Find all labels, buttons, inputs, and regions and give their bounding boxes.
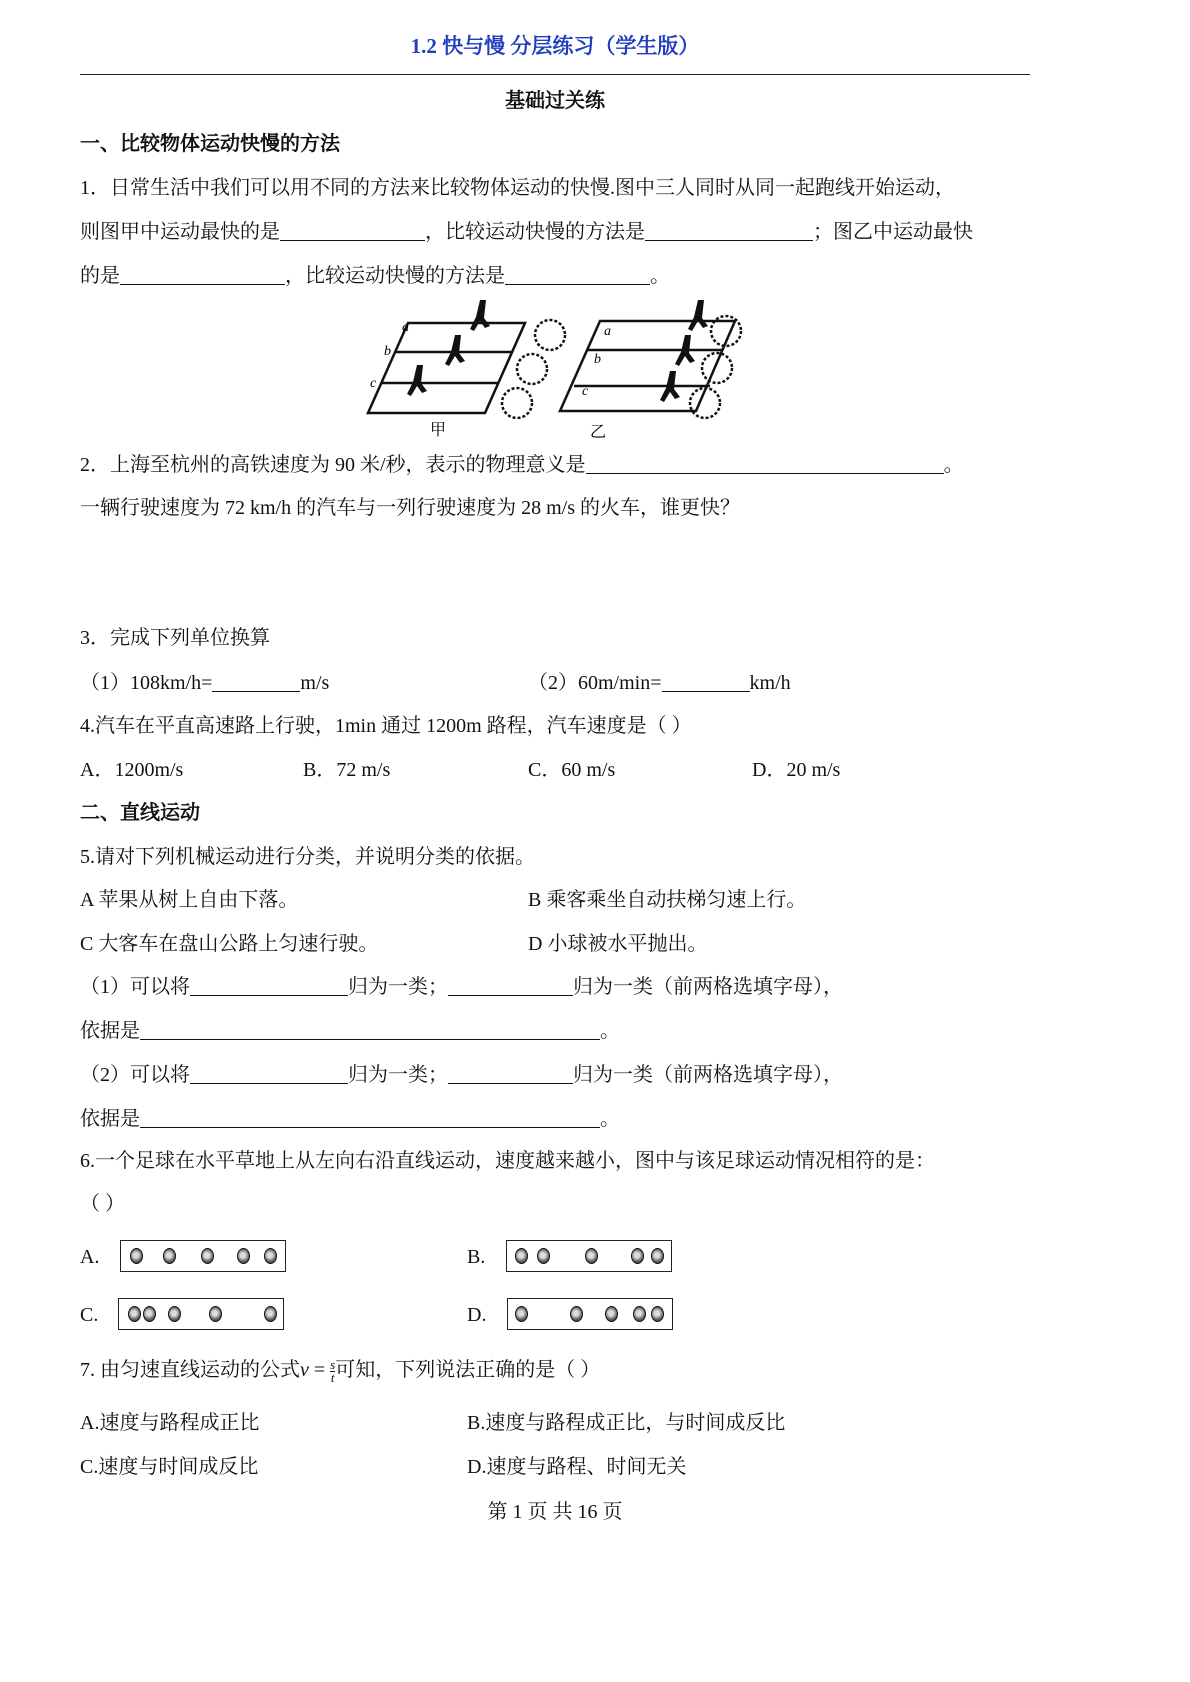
q1-line1: 1．日常生活中我们可以用不同的方法来比较物体运动的快慢.图中三人同时从同一起跑线开始运动，: [80, 177, 955, 199]
q4-option-c[interactable]: C．60 m/s: [528, 759, 616, 781]
q4-option-d[interactable]: D．20 m/s: [752, 759, 841, 781]
q5-text: （2）可以将: [80, 1064, 190, 1086]
q1-line2: [80, 219, 973, 245]
ball-icon: [585, 1248, 598, 1264]
runner-icon: [407, 365, 427, 396]
q6-option-a-strip[interactable]: [120, 1240, 286, 1272]
q5-text: 归为一类；: [348, 976, 448, 998]
runner-icon: [688, 300, 708, 331]
lane-label: b: [384, 344, 391, 359]
page-title: 1.2 快与慢 分层练习（学生版）: [410, 34, 700, 58]
figure-caption-yi: 乙: [590, 424, 607, 441]
q5-item-c: C 大客车在盘山公路上匀速行驶。: [80, 933, 379, 955]
ball-icon: [651, 1248, 664, 1264]
q5-item-d: D 小球被水平抛出。: [528, 933, 708, 955]
ball-icon: [128, 1306, 141, 1322]
ball-icon: [537, 1248, 550, 1264]
header-rule: [80, 74, 1030, 75]
q4-option-a[interactable]: A．1200m/s: [80, 759, 184, 781]
ball-icon: [515, 1248, 528, 1264]
q7-option-d[interactable]: D.速度与路程、时间无关: [467, 1456, 687, 1478]
formula-eq: =: [308, 1359, 331, 1381]
q5-text: 依据是: [80, 1020, 140, 1042]
q3-stem: 3．完成下列单位换算: [80, 627, 270, 649]
ball-icon: [264, 1306, 277, 1322]
part2-heading: 二、直线运动: [80, 802, 200, 824]
q6-option-c-strip[interactable]: [118, 1298, 284, 1330]
fraction-denominator: t: [330, 1369, 335, 1385]
q7-option-b[interactable]: B.速度与路程成正比，与时间成反比: [467, 1412, 786, 1434]
part1-heading: 一、比较物体运动快慢的方法: [80, 133, 340, 155]
answer-blank[interactable]: [662, 671, 750, 692]
q5-basis2: [80, 1106, 620, 1132]
q5-text: 。: [600, 1020, 620, 1042]
ball-icon: [143, 1306, 156, 1322]
q5-part2: [80, 1062, 843, 1088]
q6-option-b-strip[interactable]: [506, 1240, 672, 1272]
q5-text: 。: [600, 1108, 620, 1130]
ball-icon: [130, 1248, 143, 1264]
ball-icon: [163, 1248, 176, 1264]
q5-text: 归为一类（前两格选填字母），: [573, 1064, 843, 1086]
q5-part1: [80, 974, 843, 1000]
runner-icon: [445, 335, 465, 366]
q1-text: 则图甲中运动最快的是: [80, 221, 280, 243]
q7-option-c[interactable]: C.速度与时间成反比: [80, 1456, 259, 1478]
q6-label-b[interactable]: B.: [467, 1246, 486, 1268]
answer-blank[interactable]: [190, 1063, 348, 1084]
ball-icon: [570, 1306, 583, 1322]
q2-text: 2．上海至杭州的高铁速度为 90 米/秒，表示的物理意义是: [80, 454, 586, 476]
lane-label: a: [402, 320, 409, 335]
answer-blank[interactable]: [448, 975, 573, 996]
q3-part2: [528, 670, 791, 696]
q5-text: 归为一类；: [348, 1064, 448, 1086]
section-title: 基础过关练: [505, 90, 605, 112]
q2-text: 。: [943, 454, 964, 476]
ball-icon: [201, 1248, 214, 1264]
ball-icon: [168, 1306, 181, 1322]
lane-label: c: [582, 384, 589, 399]
fraction-numerator: s: [330, 1356, 336, 1372]
q7-option-a[interactable]: A.速度与路程成正比: [80, 1412, 260, 1434]
running-race-figure: [360, 295, 760, 445]
q6-label-c[interactable]: C.: [80, 1304, 99, 1326]
q6-stem: 6.一个足球在水平草地上从左向右沿直线运动，速度越来越小，图中与该足球运动情况相符的是：: [80, 1150, 935, 1172]
q5-basis1: [80, 1018, 620, 1044]
answer-blank[interactable]: [586, 453, 944, 474]
q3-text: m/s: [300, 672, 330, 694]
q3-text: （1）108km/h=: [80, 672, 213, 694]
answer-blank[interactable]: [190, 975, 348, 996]
q1-text: 的是: [80, 265, 120, 287]
answer-blank[interactable]: [140, 1107, 600, 1128]
ball-icon: [605, 1306, 618, 1322]
answer-blank[interactable]: [120, 264, 285, 285]
q5-text: （1）可以将: [80, 976, 190, 998]
q1-text: ，比较运动快慢的方法是: [285, 265, 505, 287]
q3-part1: [80, 670, 329, 696]
formula-v: v: [300, 1359, 309, 1381]
runner-icon: [470, 300, 490, 331]
answer-blank[interactable]: [280, 220, 425, 241]
q5-item-b: B 乘客乘坐自动扶梯匀速上行。: [528, 889, 807, 911]
q1-text: 。: [650, 265, 670, 287]
q1-text: ；图乙中运动最快: [813, 221, 973, 243]
q5-text: 依据是: [80, 1108, 140, 1130]
q2-line2: 一辆行驶速度为 72 km/h 的汽车与一列行驶速度为 28 m/s 的火车，谁更快？: [80, 497, 741, 519]
ball-icon: [631, 1248, 644, 1264]
lane-label: a: [604, 324, 611, 339]
answer-blank[interactable]: [140, 1019, 600, 1040]
ball-icon: [633, 1306, 646, 1322]
q4-option-b[interactable]: B．72 m/s: [303, 759, 391, 781]
q5-text: 归为一类（前两格选填字母），: [573, 976, 843, 998]
lane-label: c: [370, 376, 377, 391]
answer-blank[interactable]: [645, 220, 813, 241]
q1-text: ，比较运动快慢的方法是: [425, 221, 645, 243]
q3-text: （2）60m/min=: [528, 672, 662, 694]
answer-blank[interactable]: [505, 264, 650, 285]
q4-stem: 4.汽车在平直高速路上行驶，1min 通过 1200m 路程，汽车速度是（ ）: [80, 715, 692, 737]
q5-stem: 5.请对下列机械运动进行分类，并说明分类的依据。: [80, 846, 535, 868]
figure-caption-jia: 甲: [430, 422, 447, 439]
answer-blank[interactable]: [448, 1063, 573, 1084]
q6-label-d[interactable]: D.: [467, 1304, 487, 1326]
q7-stem: [80, 1357, 600, 1384]
q6-label-a[interactable]: A.: [80, 1246, 100, 1268]
ball-icon: [651, 1306, 664, 1322]
q6-option-d-strip[interactable]: [507, 1298, 673, 1330]
page-footer: 第 1 页 共 16 页: [487, 1501, 623, 1523]
answer-blank[interactable]: [212, 671, 300, 692]
ball-icon: [237, 1248, 250, 1264]
q7-text: 可知，下列说法正确的是（ ）: [335, 1359, 601, 1381]
q5-item-a: A 苹果从树上自由下落。: [80, 889, 299, 911]
q3-text: km/h: [749, 672, 791, 694]
ball-icon: [264, 1248, 277, 1264]
q1-line3: [80, 263, 670, 289]
q2-line1: [80, 452, 964, 478]
q7-text: 7. 由匀速直线运动的公式: [80, 1359, 300, 1381]
ball-icon: [515, 1306, 528, 1322]
q6-paren: （ ）: [80, 1193, 125, 1215]
lane-label: b: [594, 352, 601, 367]
ball-icon: [209, 1306, 222, 1322]
